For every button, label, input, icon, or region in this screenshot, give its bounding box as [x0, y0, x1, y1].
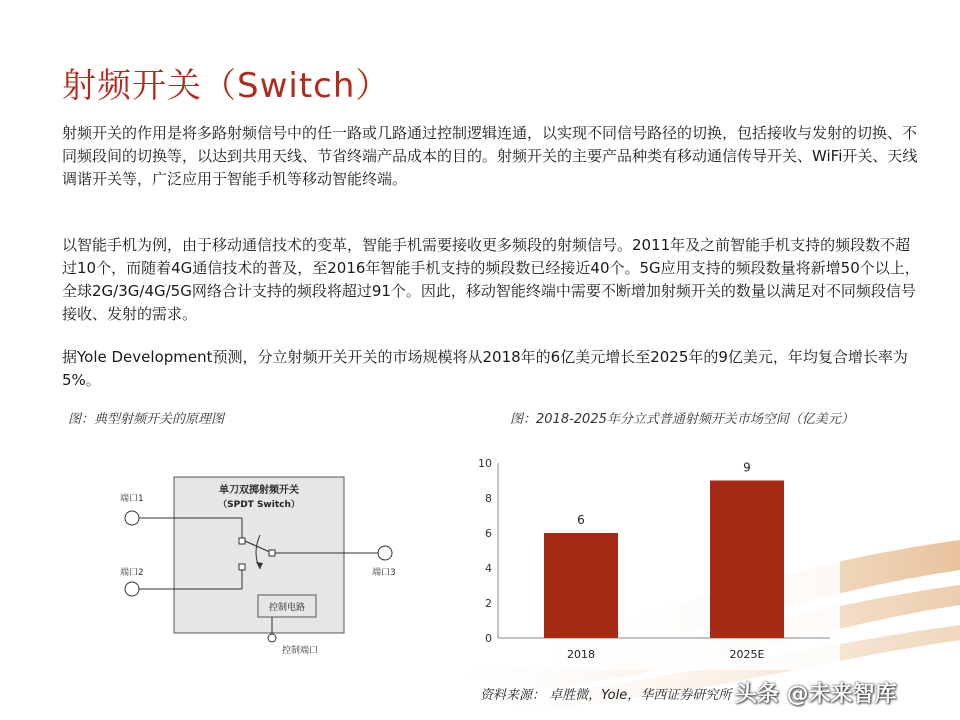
y-tick-label: 8	[485, 492, 492, 505]
port2-terminal	[125, 582, 139, 596]
control-port-terminal	[268, 634, 276, 642]
x-tick-label: 2018	[567, 648, 595, 661]
x-tick-label: 2025E	[729, 648, 765, 661]
control-circuit-label: 控制电路	[268, 603, 306, 613]
paragraph-3: 据Yole Development预测，分立射频开关开关的市场规模将从2018年的6亿美元增长至2025年的9亿美元，年均复合增长率为5%。	[62, 348, 908, 389]
bar-2018	[544, 533, 618, 638]
box-title-en: （SPDT Switch）	[218, 500, 300, 510]
port1-label: 端口1	[120, 494, 144, 504]
port3-label: 端口3	[372, 568, 396, 578]
paragraph-2: 以智能手机为例，由于移动通信技术的变革，智能手机需要接收更多频段的射频信号。2011年及之前智能手机支持的频段数不超过10个，而随着4G通信技术的普及，至2016年智能手机支持的频段数已经接近40个。5G应用支持的频段数量将新增50个以上，全球2G/3G/4G/5G网络合计支持的频段将超过91个。因此，移动智能终端中需要不断增加射频开关的数量以满足对不同频段信号接收、发射的需求。	[62, 236, 920, 323]
market-size-bar-chart	[460, 445, 840, 670]
data-label: 9	[743, 460, 751, 475]
paragraph-1: 射频开关的作用是将多路射频信号中的任一路或几路通过控制逻辑连通，以实现不同信号路径的切换，包括接收与发射的切换、不同频段间的切换等，以达到共用天线、节省终端产品成本的目的。射频开关的主要产品种类有移动通信传导开关、WiFi开关、天线调谐开关等，广泛应用于智能手机等移动智能终端。	[62, 124, 918, 188]
y-tick-label: 2	[485, 597, 492, 610]
right-figure-caption: 图：2018-2025年分立式普通射频开关市场空间（亿美元）	[510, 412, 854, 427]
left-figure-caption: 图：典型射频开关的原理图	[68, 412, 225, 427]
port2-label: 端口2	[120, 568, 144, 578]
control-port-label: 控制端口	[282, 646, 319, 656]
port3-terminal	[378, 546, 392, 560]
source-note: 资料来源： 卓胜微，Yole，华西证券研究所	[480, 688, 732, 703]
port1-contact	[239, 538, 245, 544]
y-tick-label: 4	[485, 562, 492, 575]
data-label: 6	[577, 513, 585, 527]
bar-2025e	[710, 481, 784, 639]
port1-terminal	[125, 511, 139, 525]
y-tick-label: 10	[478, 457, 492, 470]
page-title: 射频开关（Switch）	[62, 66, 391, 106]
watermark: 头条 @未来智库	[735, 682, 897, 707]
y-tick-label: 6	[485, 527, 492, 540]
common-contact	[269, 550, 275, 556]
y-tick-label: 0	[485, 632, 492, 645]
box-title-cn: 单刀双掷射频开关	[219, 485, 299, 496]
spdt-switch-diagram	[110, 465, 410, 665]
port2-contact	[239, 564, 245, 570]
